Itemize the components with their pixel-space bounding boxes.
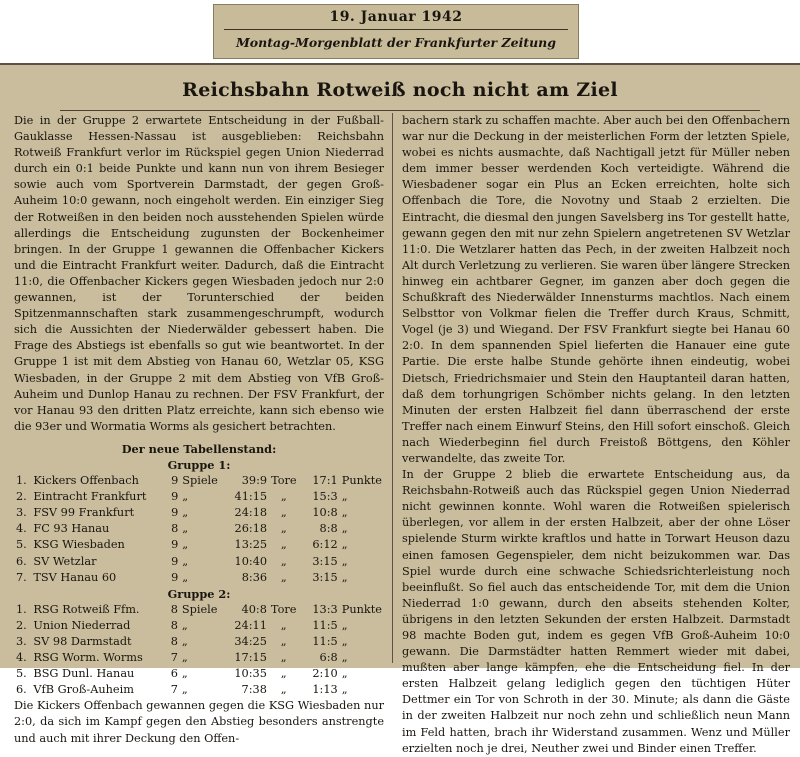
goals-label: „	[280, 651, 287, 665]
goal-ratio: 7:38	[241, 683, 267, 697]
goal-ratio: 17:15	[234, 651, 267, 665]
team-name: FSV 99 Frankfurt	[33, 506, 135, 520]
points-label: „	[341, 506, 348, 520]
points-label: „	[341, 651, 348, 665]
team-name: KSG Wiesbaden	[33, 538, 125, 552]
rank: 6.	[16, 683, 27, 697]
team-name: Eintracht Frankfurt	[33, 490, 147, 504]
goals-label: „	[280, 667, 287, 681]
games-played: 7	[170, 683, 178, 697]
standings-title: Der neue Tabellenstand:	[121, 441, 277, 456]
rank: 4.	[16, 522, 27, 536]
headline-rule	[60, 110, 760, 111]
goals-label: „	[280, 683, 287, 697]
team-name: TSV Hanau 60	[33, 570, 117, 584]
games-played: 9	[171, 570, 179, 584]
points: 11:5	[312, 635, 338, 648]
games-played: 8	[170, 602, 178, 616]
team-name: VfB Groß-Auheim	[33, 683, 134, 697]
standings-row	[14, 570, 384, 586]
points-label: „	[341, 490, 348, 504]
rank: 4.	[16, 651, 27, 665]
games-played: 9	[171, 554, 179, 568]
group1-table	[14, 473, 384, 586]
games-played: 8	[170, 618, 178, 632]
goal-ratio: 34:25	[234, 635, 267, 648]
team-name: RSG Rotweiß Ffm.	[33, 602, 140, 616]
goal-ratio: 24:18	[234, 506, 268, 520]
rank: 7.	[16, 570, 27, 584]
group2-report-paragraph: In der Gruppe 2 blieb die erwartete Entscheidung aus, da Reichsbahn-Rotweiß auch das Rückspiel gegen Union Niederrad nicht gewinnen konnte. Wohl waren die Rotweißen spielerisch überlegen, vor allem in der ersten Halbzeit, aber der ohne Löser spielende Sturm wirkte kraftlos und hatte in Torwart Heuson dazu einen famosen Gegenspieler, dem nicht beizukommen war. Das Spiel wurde durch eine schwache Schiedsrichterleistung noch beeinflußt. So fiel auch das entscheidende Tor, mit dem die Union Niederrad 1:0 gewann, durch den abseits stehenden Kolter, übrigens in den letzten Sekunden der ersten Halbzeit. Darmstadt 98 machte Boden gut, indem es gegen VfB Groß-Auheim 10:0 gewann. Die Darmstädter hatten Remmert wieder mit dabei, mußten aber lange kämpfen, ehe die Entscheidung fiel. In der ersten Halbzeit gelang lediglich gegen den tüchtigen Hüter Dettmer ein Tor von Schroth in der 30. Minute; als dann die Gäste in der zweiten Halbzeit nur noch zehn und schließlich neun Mann im Feld hatten, brach ihr Widerstand zusammen. Wenz und Müller erzielten noch je drei, Neuther zwei und Binder einen Treffer.	[402, 468, 790, 755]
goals-label: „	[280, 522, 287, 536]
points-label: „	[341, 570, 348, 584]
standings-row	[14, 505, 384, 521]
right-column	[402, 113, 790, 757]
group1-title: Gruppe 1:	[167, 457, 231, 472]
rank: 1.	[16, 602, 27, 616]
points: 2:10	[312, 667, 338, 681]
rank: 2.	[16, 490, 27, 504]
standings-row	[14, 554, 384, 570]
goals-label: „	[280, 570, 287, 584]
masthead-rule	[224, 29, 568, 30]
rank: 1.	[16, 474, 27, 488]
goals-label: „	[280, 538, 287, 552]
rank: 3.	[16, 635, 27, 648]
goal-ratio: 10:35	[234, 667, 267, 681]
points: 3:15	[312, 554, 338, 568]
games-label: „	[182, 522, 189, 536]
games-played: 9	[171, 506, 179, 520]
article-headline: Reichsbahn Rotweiß noch nicht am Ziel	[182, 79, 618, 101]
games-played: 7	[170, 651, 178, 665]
goals-label: „	[280, 554, 287, 568]
rank: 6.	[16, 554, 27, 568]
games-label: „	[182, 506, 189, 520]
team-name: SV Wetzlar	[33, 554, 97, 568]
points: 17:1	[312, 474, 338, 488]
standings-row	[14, 521, 384, 537]
points: 13:3	[312, 602, 338, 616]
group2-title: Gruppe 2:	[167, 586, 231, 601]
rank: 2.	[16, 618, 27, 632]
games-label: „	[181, 618, 188, 632]
standings-row	[14, 682, 384, 698]
goal-ratio: 10:40	[234, 554, 268, 568]
left-column	[14, 113, 384, 747]
points-label: „	[341, 635, 348, 648]
points-label: „	[341, 538, 348, 552]
goals-label: Tore	[270, 602, 297, 616]
games-label: „	[181, 683, 188, 697]
team-name: FC 93 Hanau	[33, 522, 110, 536]
games-label: „	[182, 570, 189, 584]
goals-label: Tore	[271, 474, 297, 488]
points: 6:12	[312, 538, 338, 552]
points: 8:8	[319, 522, 338, 536]
team-name: SV 98 Darmstadt	[33, 635, 132, 648]
rank: 3.	[16, 506, 27, 520]
team-name: RSG Worm. Worms	[33, 651, 143, 665]
team-name: BSG Dunl. Hanau	[33, 667, 135, 681]
group2-table	[14, 602, 384, 699]
goal-ratio: 41:15	[234, 490, 268, 504]
standings-row	[14, 537, 384, 553]
games-played: 9	[171, 474, 179, 488]
games-played: 9	[171, 538, 179, 552]
goals-label: „	[280, 618, 287, 632]
games-label: „	[181, 651, 188, 665]
games-played: 8	[171, 522, 179, 536]
points-label: „	[341, 667, 348, 681]
masthead	[213, 4, 579, 59]
points: 10:8	[312, 506, 338, 520]
goal-ratio: 13:25	[234, 538, 268, 552]
games-label: „	[182, 554, 189, 568]
points-label: „	[341, 554, 348, 568]
games-label: Spiele	[182, 474, 218, 488]
goal-ratio: 40:8	[241, 602, 267, 616]
points: 3:15	[312, 570, 338, 584]
goal-ratio: 24:11	[234, 618, 267, 632]
standings-row	[14, 473, 384, 489]
games-played: 6	[170, 667, 178, 681]
games-label: „	[182, 490, 189, 504]
points-label: „	[341, 522, 348, 536]
standings-row	[14, 634, 384, 650]
standings-row	[14, 489, 384, 505]
points: 6:8	[319, 651, 338, 665]
goals-label: „	[280, 490, 287, 504]
points-label: „	[341, 618, 348, 632]
games-label: „	[181, 635, 188, 648]
goals-label: „	[280, 635, 287, 648]
points: 11:5	[312, 618, 338, 632]
games-played: 9	[171, 490, 179, 504]
goal-ratio: 8:36	[241, 570, 268, 584]
rank: 5.	[16, 538, 27, 552]
standings-row	[14, 618, 384, 634]
games-played: 8	[170, 635, 178, 648]
games-label: „	[182, 538, 189, 552]
points-label: Punkte	[341, 474, 382, 488]
points: 1:13	[312, 683, 338, 697]
column-divider	[392, 113, 393, 663]
rank: 5.	[16, 667, 27, 681]
standings-row	[14, 666, 384, 682]
newspaper-clipping	[0, 63, 800, 755]
games-label: Spiele	[181, 602, 218, 616]
goals-label: „	[280, 506, 287, 520]
points: 15:3	[312, 490, 338, 504]
standings-row	[14, 602, 384, 618]
points-label: „	[341, 683, 348, 697]
goal-ratio: 26:18	[234, 522, 268, 536]
masthead-date: 19. Januar 1942	[329, 9, 463, 25]
match-report-paragraph: bachern stark zu schaffen machte. Aber auch bei den Offenbachern war nur die Deckung in der meisterlichen Form der letzten Spiele, wobei es nichts ausmachte, daß Nachtigall jetzt für Müller neben dem immer besser werdenden Koch verteidigte. Während die Wiesbadener sogar ein Plus an Ecken erreichten, holte sich Offenbach die Tore, die Novotny und Staab 2 erzielten. Die Eintracht, die diesmal den jungen Savelsberg ins Tor gestellt hatte, gewann gegen den mit nur zehn Spielern angetretenen SV Wetzlar 11:0. Die Wetzlarer hatten das Pech, in der zweiten Halbzeit noch Alt durch Verletzung zu verlieren. Sie waren über längere Strecken hinweg ein achtbarer Gegner, im ganzen aber doch gegen die Schußkraft des Niederwälder Innensturms machtlos. Nach einem Selbsttor von Volkmar fielen die Treffer durch Kraus, Schmitt, Vogel (je 3) und Wiegand. Der FSV Frankfurt siegte bei Hanau 60 2:0. In dem spannenden Spiel lieferten die Hanauer eine gute Partie. Die erste halbe Stunde gehörte ihnen eindeutig, wobei Dietsch, Friedrichsmaier und Stein den Hauptanteil daran hatten, daß dem torhungrigen Schömber nichts gelang. In den letzten Minuten der ersten Halbzeit fiel dann überraschend der erste Treffer nach einem Einwurf Steins, den Hill sofort einschoß. Gleich nach Wiederbeginn fiel durch Freistoß Böttgens, den Köhler verwandelte, das zweite Tor.	[402, 114, 790, 465]
masthead-paper-name: Montag-Morgenblatt der Frankfurter Zeitung	[235, 35, 557, 50]
team-name: Union Niederrad	[33, 618, 131, 632]
kickers-paragraph: Die Kickers Offenbach gewannen gegen die KSG Wiesbaden nur 2:0, da sich im Kampf gegen den Abstieg besonders anstrengte und auch mit ihrer Deckung den Offen-	[14, 699, 384, 745]
goal-ratio: 39:9	[241, 474, 268, 488]
team-name: Kickers Offenbach	[33, 474, 139, 488]
points-label: Punkte	[341, 602, 382, 616]
intro-paragraph: Die in der Gruppe 2 erwartete Entscheidung in der Fußball-Gauklasse Hessen-Nassau ist ausgeblieben: Reichsbahn Rotweiß Frankfurt verlor im Rückspiel gegen Union Niederrad durch ein 0:1 beide Punkte und kann nun von ihrem Besieger sowie auch vom Sportverein Darmstadt, der gegen Groß-Auheim 10:0 gewann, noch eingeholt werden. Ein einziger Sieg der Rotweißen in den beiden noch ausstehenden Spielen würde allerdings die Entscheidung zugunsten der Bockenheimer bringen. In der Gruppe 1 gewannen die Offenbacher Kickers und die Eintracht Frankfurt weiter. Dadurch, daß die Eintracht 11:0, die Offenbacher Kickers gegen Wiesbaden jedoch nur 2:0 gewannen, ist der Torunterschied der beiden Spitzenmannschaften stark zusammengeschrumpft, wodurch sich die Aussichten der Niederwälder gebessert haben. Die Frage des Abstiegs ist ebenfalls so gut wie beantwortet. In der Gruppe 1 ist mit dem Abstieg von Hanau 60, Wetzlar 05, KSG Wiesbaden, in der Gruppe 2 mit dem Abstieg von VfB Groß-Auheim und Dunlop Hanau zu rechnen. Der FSV Frankfurt, der vor Hanau 93 den dritten Platz erreichte, kann sich ebenso wie die 93er und Wormatia Worms als gesichert betrachten.	[14, 114, 384, 433]
standings-row	[14, 650, 384, 666]
games-label: „	[181, 667, 188, 681]
